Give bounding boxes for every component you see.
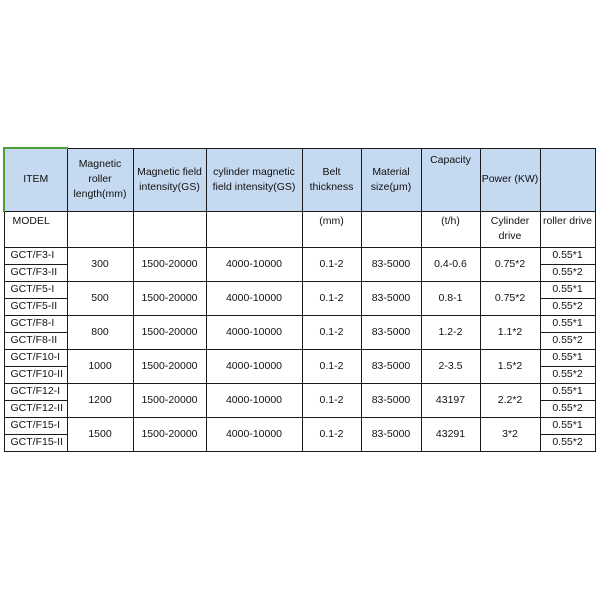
capacity-cell: 2-3.5 [421, 349, 480, 383]
table-row [4, 383, 595, 400]
model-cell: GCT/F5-I [4, 281, 67, 298]
cylinder-drive-cell: 0.75*2 [480, 281, 540, 315]
belt-thickness-cell: 0.1-2 [302, 247, 361, 281]
header-item: ITEM [4, 148, 67, 211]
table-row [4, 247, 595, 264]
unit-model: MODEL [4, 211, 67, 247]
material-size-cell: 83-5000 [361, 383, 421, 417]
cylinder-drive-cell: 3*2 [480, 417, 540, 451]
roller-length-cell: 1200 [67, 383, 133, 417]
header-magnetic-field-intensity: Magnetic field intensity(GS) [133, 148, 206, 211]
header-magnetic-roller-length: Magnetic roller length(mm) [67, 148, 133, 211]
model-cell: GCT/F3-II [4, 264, 67, 281]
belt-thickness-cell: 0.1-2 [302, 417, 361, 451]
header-row [4, 148, 595, 211]
roller-drive-cell: 0.55*1 [540, 281, 595, 298]
model-cell: GCT/F3-I [4, 247, 67, 264]
table-row [4, 281, 595, 298]
field-intensity-cell: 1500-20000 [133, 247, 206, 281]
model-cell: GCT/F12-I [4, 383, 67, 400]
model-cell: GCT/F5-II [4, 298, 67, 315]
model-cell: GCT/F10-II [4, 366, 67, 383]
unit-size [361, 211, 421, 247]
cylinder-drive-cell: 1.5*2 [480, 349, 540, 383]
roller-drive-cell: 0.55*2 [540, 400, 595, 417]
cylinder-field-cell: 4000-10000 [206, 417, 302, 451]
field-intensity-cell: 1500-20000 [133, 281, 206, 315]
roller-drive-cell: 0.55*2 [540, 298, 595, 315]
capacity-cell: 0.4-0.6 [421, 247, 480, 281]
roller-drive-cell: 0.55*1 [540, 349, 595, 366]
belt-thickness-cell: 0.1-2 [302, 281, 361, 315]
cylinder-drive-cell: 2.2*2 [480, 383, 540, 417]
field-intensity-cell: 1500-20000 [133, 383, 206, 417]
cylinder-field-cell: 4000-10000 [206, 247, 302, 281]
belt-thickness-cell: 0.1-2 [302, 383, 361, 417]
roller-length-cell: 300 [67, 247, 133, 281]
unit-roller-drive: roller drive [540, 211, 595, 247]
capacity-cell: 43197 [421, 383, 480, 417]
cylinder-field-cell: 4000-10000 [206, 281, 302, 315]
unit-row [4, 211, 595, 247]
unit-roller-length [67, 211, 133, 247]
roller-drive-cell: 0.55*2 [540, 332, 595, 349]
capacity-cell: 43291 [421, 417, 480, 451]
header-power: Power (KW) [480, 148, 540, 211]
unit-cylinder-drive: Cylinder drive [480, 211, 540, 247]
model-cell: GCT/F15-II [4, 434, 67, 451]
roller-drive-cell: 0.55*2 [540, 434, 595, 451]
roller-length-cell: 500 [67, 281, 133, 315]
capacity-cell: 1.2-2 [421, 315, 480, 349]
material-size-cell: 83-5000 [361, 315, 421, 349]
header-cylinder-magnetic-field-intensity: cylinder magnetic field intensity(GS) [206, 148, 302, 211]
model-cell: GCT/F10-I [4, 349, 67, 366]
roller-drive-cell: 0.55*1 [540, 383, 595, 400]
material-size-cell: 83-5000 [361, 417, 421, 451]
table-row [4, 315, 595, 332]
unit-cylinder-field [206, 211, 302, 247]
field-intensity-cell: 1500-20000 [133, 315, 206, 349]
roller-length-cell: 1000 [67, 349, 133, 383]
spec-table [3, 147, 596, 452]
model-cell: GCT/F15-I [4, 417, 67, 434]
cylinder-field-cell: 4000-10000 [206, 383, 302, 417]
roller-length-cell: 800 [67, 315, 133, 349]
header-extra [540, 148, 595, 211]
roller-length-cell: 1500 [67, 417, 133, 451]
roller-drive-cell: 0.55*1 [540, 315, 595, 332]
roller-drive-cell: 0.55*1 [540, 417, 595, 434]
roller-drive-cell: 0.55*2 [540, 366, 595, 383]
belt-thickness-cell: 0.1-2 [302, 349, 361, 383]
belt-thickness-cell: 0.1-2 [302, 315, 361, 349]
model-cell: GCT/F8-II [4, 332, 67, 349]
header-capacity: Capacity [421, 148, 480, 211]
unit-field [133, 211, 206, 247]
model-cell: GCT/F8-I [4, 315, 67, 332]
model-cell: GCT/F12-II [4, 400, 67, 417]
cylinder-drive-cell: 0.75*2 [480, 247, 540, 281]
field-intensity-cell: 1500-20000 [133, 417, 206, 451]
capacity-cell: 0.8-1 [421, 281, 480, 315]
material-size-cell: 83-5000 [361, 281, 421, 315]
field-intensity-cell: 1500-20000 [133, 349, 206, 383]
table-row [4, 349, 595, 366]
header-material-size: Material size(μm) [361, 148, 421, 211]
table-row [4, 417, 595, 434]
roller-drive-cell: 0.55*2 [540, 264, 595, 281]
roller-drive-cell: 0.55*1 [540, 247, 595, 264]
unit-capacity: (t/h) [421, 211, 480, 247]
cylinder-field-cell: 4000-10000 [206, 315, 302, 349]
material-size-cell: 83-5000 [361, 349, 421, 383]
cylinder-drive-cell: 1.1*2 [480, 315, 540, 349]
material-size-cell: 83-5000 [361, 247, 421, 281]
cylinder-field-cell: 4000-10000 [206, 349, 302, 383]
header-belt-thickness: Belt thickness [302, 148, 361, 211]
unit-belt: (mm) [302, 211, 361, 247]
